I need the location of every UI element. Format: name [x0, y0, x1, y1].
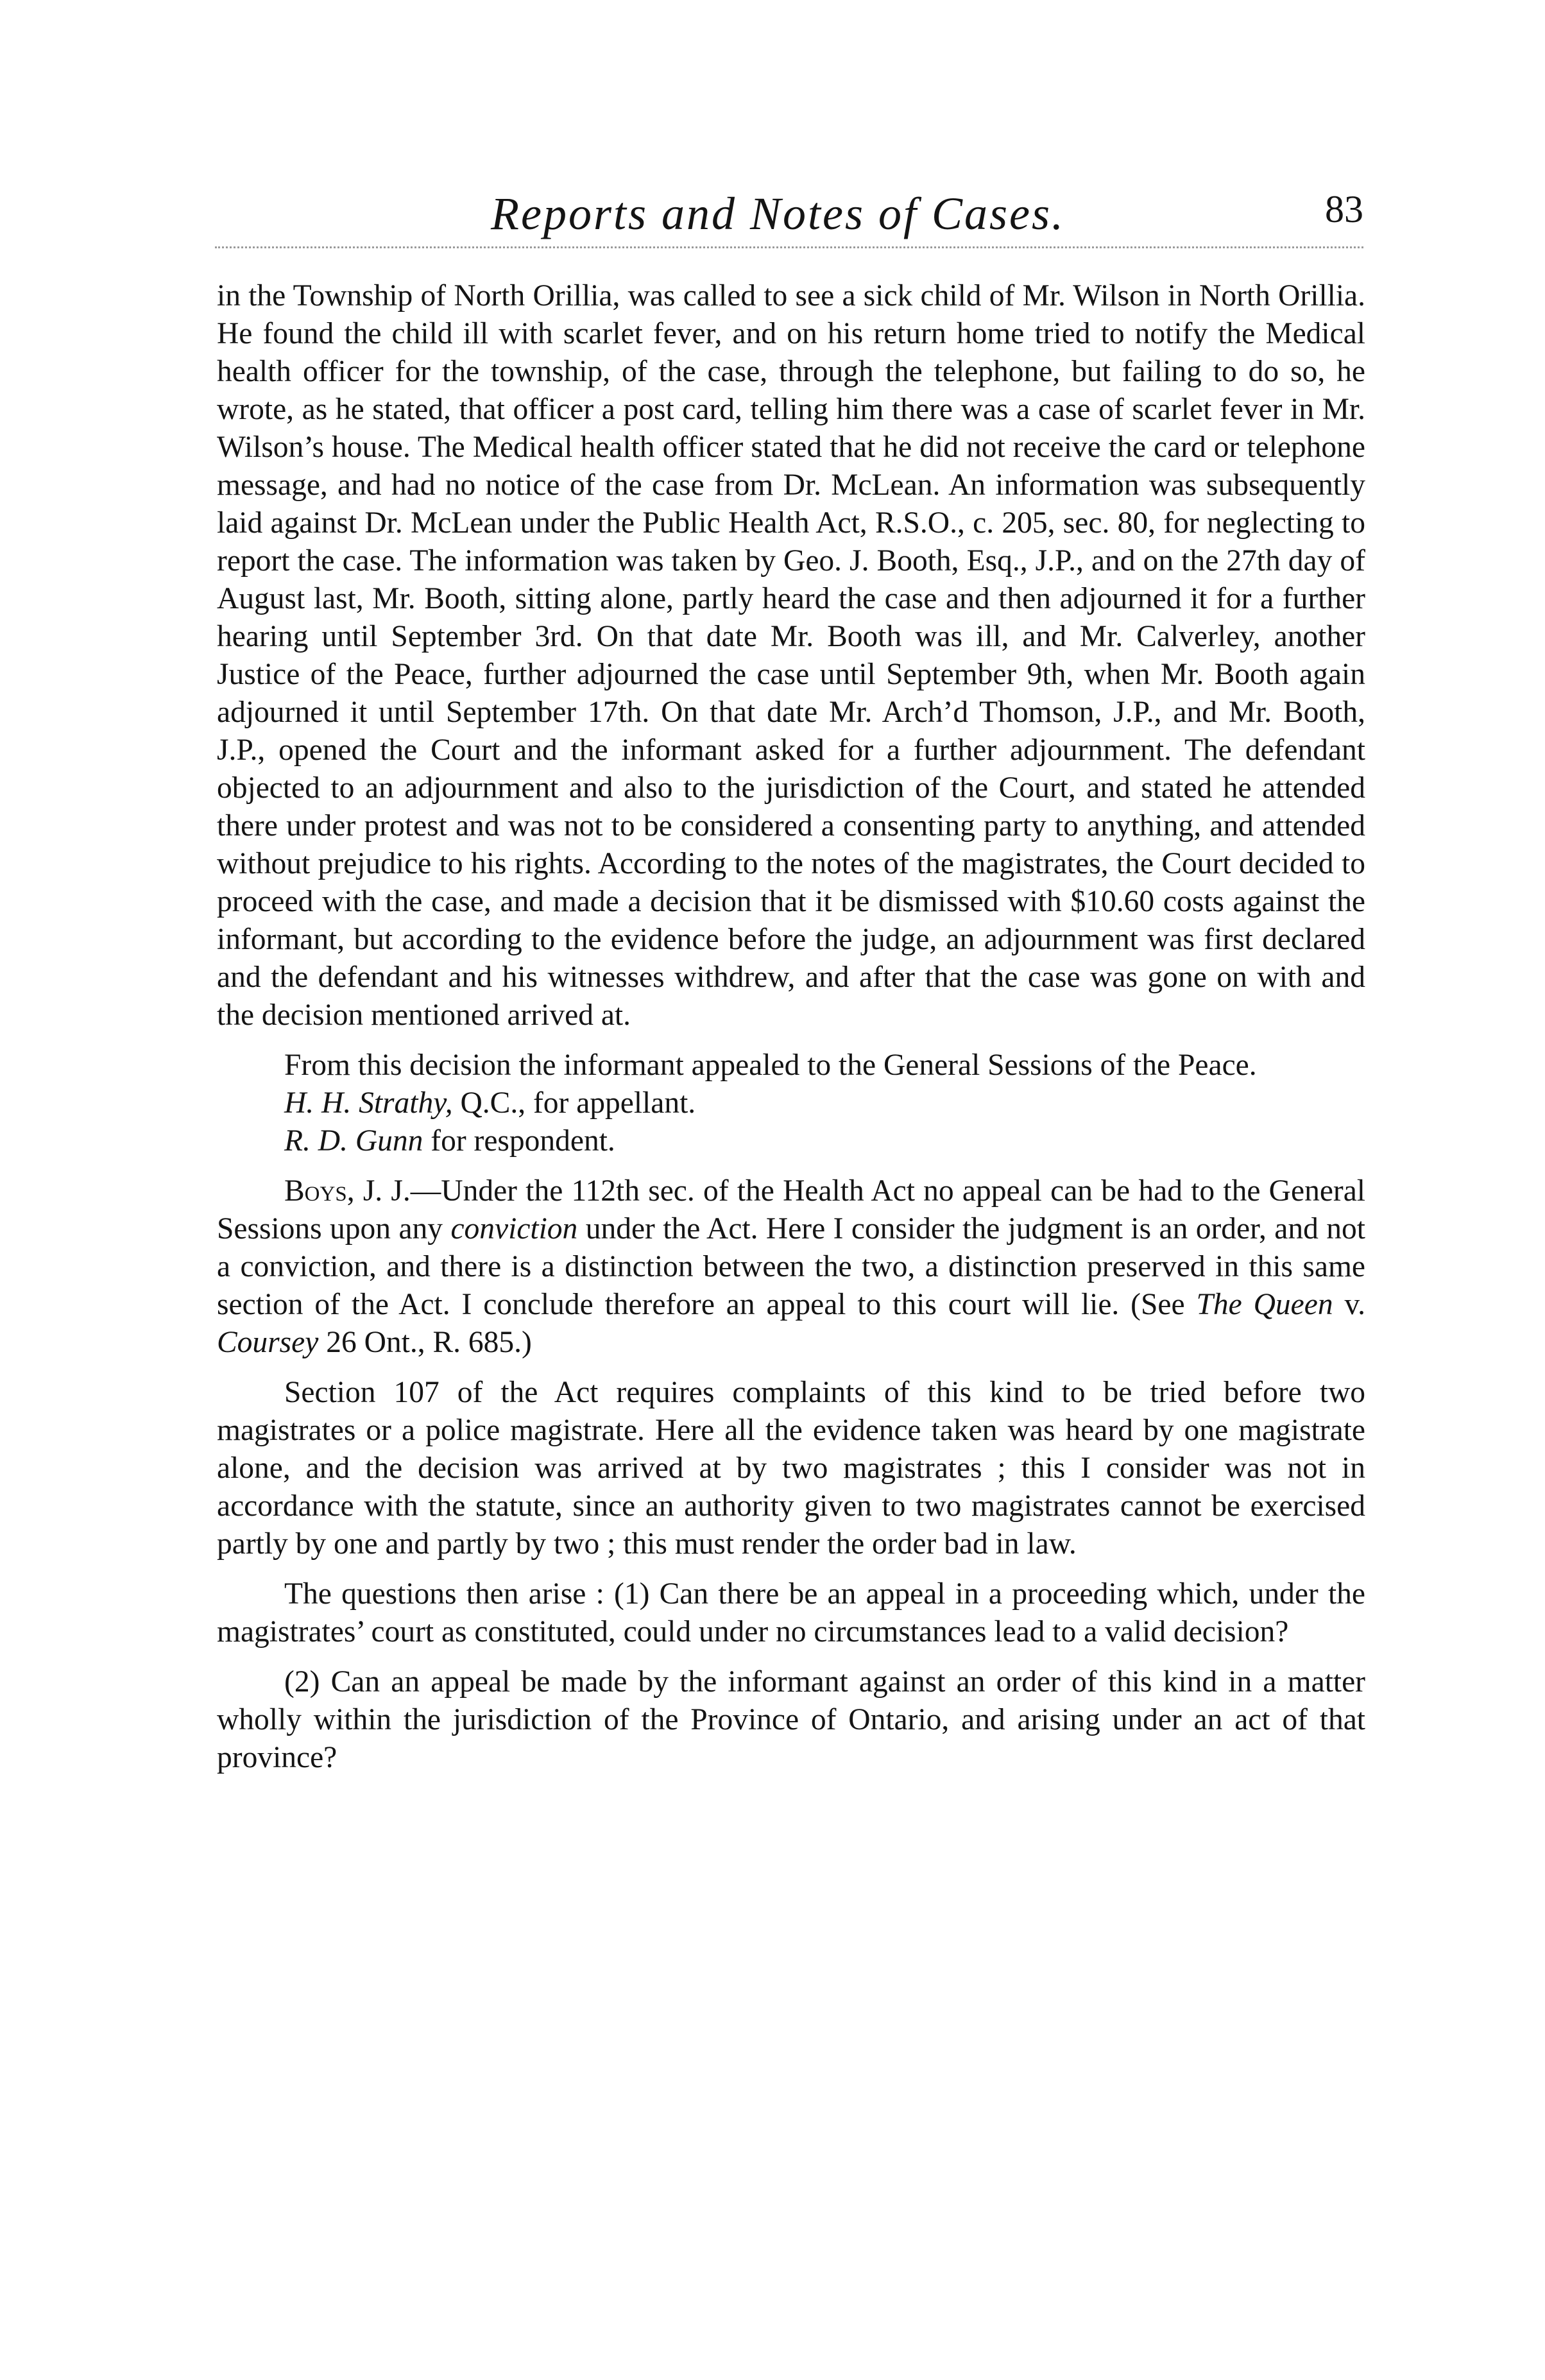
paragraph-judgment [217, 1172, 1365, 1362]
running-head [215, 187, 1363, 252]
paragraph-case-facts: in the Township of North Orillia, was called to see a sick child of Mr. Wilson in North Orillia. He found the child ill with scarlet fever, and on his return home tried to notify the Medical health officer for the township, of the case, through the telephone, but failing to do so, he wrote, as he stated, that officer a post card, telling him there was a case of scarlet fever in Mr. Wilson’s house. The Medical health officer stated that he did not receive the card or telephone message, and had no notice of the case from Dr. McLean. An information was subsequently laid against Dr. McLean under the Public Health Act, R.S.O., c. 205, sec. 80, for neglecting to report the case. The information was taken by Geo. J. Booth, Esq., J.P., and on the 27th day of August last, Mr. Booth, sitting alone, partly heard the case and then adjourned it for a further hearing until September 3rd. On that date Mr. Booth was ill, and Mr. Calverley, another Justice of the Peace, further adjourned the case until September 9th, when Mr. Booth again adjourned it until September 17th. On that date Mr. Arch’d Thomson, J.P., and Mr. Booth, J.P., opened the Court and the informant asked for a further adjournment. The defendant objected to an adjournment and also to the jurisdiction of the Court, and stated he attended there under protest and was not to be considered a consenting party to anything, and attended without prejudice to his rights. According to the notes of the magistrates, the Court decided to proceed with the case, and made a decision that it be dismissed with $10.60 costs against the informant, but according to the evidence before the judge, an adjournment was first declared and the defendant and his witnesses withdrew, and after that the case was gone on with and the decision mentioned arrived at. [217, 279, 1365, 1032]
counsel-appellant-name: H. H. Strathy, [284, 1086, 453, 1120]
paragraph-appeal: From this decision the informant appealed to the General Sessions of the Peace. [284, 1049, 1257, 1082]
judgment-text-1: —Under the 112th sec. of the Health Act no appeal can be had to the General Sessions upon any [217, 1174, 1365, 1246]
page-number: 83 [1325, 188, 1363, 230]
counsel-appellant [217, 1084, 1365, 1122]
counsel-appellant-role: Q.C., for appellant. [452, 1086, 696, 1120]
counsel-respondent-role: for respondent. [423, 1124, 615, 1158]
header-rule [215, 246, 1363, 248]
judgment-text-4: 26 Ont., R. 685.) [318, 1326, 532, 1359]
body-text [217, 277, 1365, 1777]
case-name-queen: The Queen [1196, 1288, 1333, 1321]
judgment-emphasis-conviction: conviction [450, 1212, 578, 1246]
counsel-respondent-name: R. D. Gunn [284, 1124, 423, 1158]
running-title: Reports and Notes of Cases. [491, 188, 1066, 239]
counsel-respondent [217, 1122, 1365, 1160]
judgment-text-2: under the Act. Here I consider the judgment is an order, and not a conviction, and there is a distinction between the two, a distinction preserved in this same section of the Act. I conclude therefore an appeal to this court will lie. (See [217, 1212, 1365, 1321]
paragraph-section-107: Section 107 of the Act requires complaints of this kind to be tried before two magistrates or a police magistrate. Here all the evidence taken was heard by one magistrate alone, and the decision was arrived at by two magistrates ; this I consider was not in accordance with the statute, since an authority given to two magistrates cannot be exercised partly by one and partly by two ; this must render the order bad in law. [217, 1376, 1365, 1561]
paragraph-question-2: (2) Can an appeal be made by the informant against an order of this kind in a matter wholly within the jurisdiction of the Province of Ontario, and arising under an act of that province? [217, 1665, 1365, 1774]
case-name-coursey: Coursey [217, 1326, 319, 1359]
paragraph-questions: The questions then arise : (1) Can there be an appeal in a proceeding which, under the magistrates’ court as constituted, could under no circumstances lead to a valid decision? [217, 1577, 1365, 1648]
judgment-text-3: v. [1333, 1288, 1365, 1321]
judge-name: Boys, J. J. [284, 1174, 411, 1208]
